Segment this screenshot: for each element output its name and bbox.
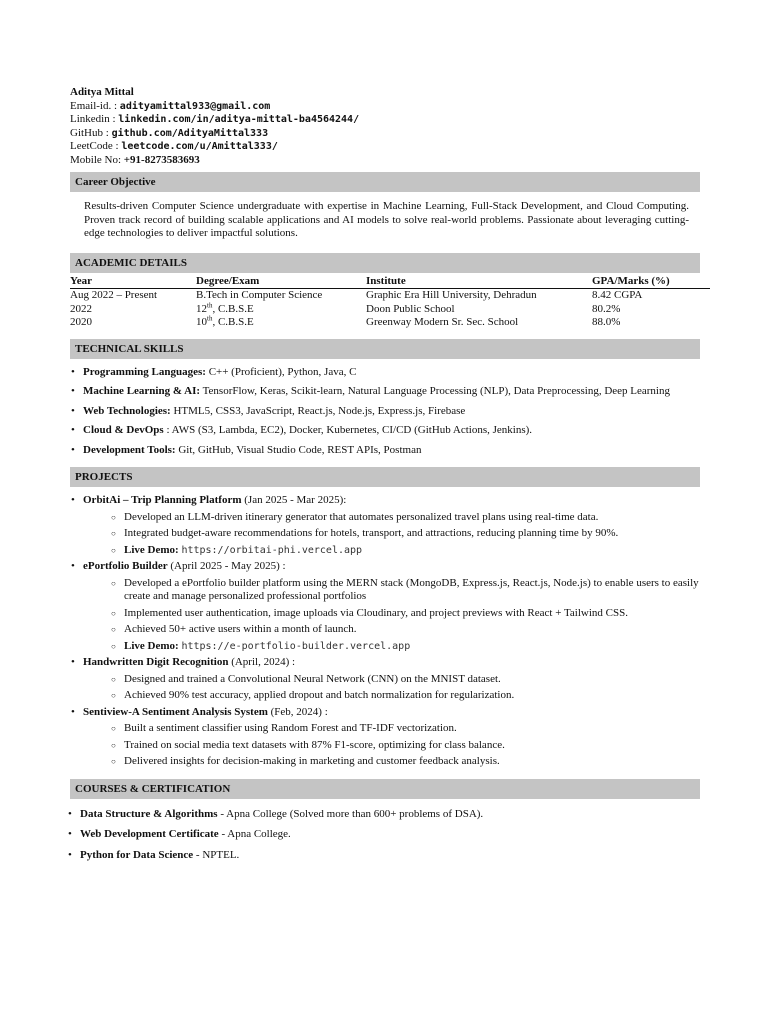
project-item: [70, 494, 700, 557]
column-header-year: Year: [70, 275, 196, 289]
skill-values: Git, GitHub, Visual Studio Code, REST APIs, Postman: [175, 443, 422, 456]
skill-category-label: Programming Languages:: [83, 365, 206, 378]
project-title: Sentiview-A Sentiment Analysis System: [83, 705, 268, 718]
degree-text: 10: [196, 316, 207, 328]
degree-board: , C.B.S.E: [212, 316, 254, 328]
project-details: [83, 673, 700, 703]
list-item: ○ Built a sentiment classifier using Random Forest and TF-IDF vectorization.: [111, 722, 700, 736]
project-details: [83, 511, 700, 558]
institute-cell: Greenway Modern Sr. Sec. School: [366, 316, 519, 328]
table-row: [70, 303, 710, 317]
email-label: Email-id. :: [70, 99, 118, 112]
leetcode-label: LeetCode :: [70, 140, 119, 152]
course-name: Data Structure & Algorithms: [80, 807, 218, 820]
skill-values: C++ (Proficient), Python, Java, C: [205, 365, 357, 378]
list-item: ○ Implemented user authentication, image uploads via Cloudinary, and project previews with React + Tailwind CSS.: [111, 607, 700, 621]
academic-table: [70, 275, 710, 330]
leetcode-link[interactable]: leetcode.com/u/Amittal333/: [121, 141, 278, 152]
project-item: [70, 656, 700, 703]
linkedin-label: Linkedin :: [70, 113, 116, 125]
skill-category-label: Machine Learning & AI:: [83, 385, 201, 397]
section-header-skills: TECHNICAL SKILLS: [70, 339, 700, 359]
list-item: [70, 405, 700, 419]
list-item: ○ Developed a ePortfolio builder platform using the MERN stack (MongoDB, Express.js, React.js, Node.js) to enable users to easily create and manage personalized professional portfolios: [111, 577, 700, 604]
candidate-name: Aditya Mittal: [70, 86, 134, 98]
linkedin-link[interactable]: linkedin.com/in/aditya-mittal-ba4564244/: [118, 114, 360, 125]
skills-list: [70, 366, 700, 458]
academic-header-row: [70, 275, 710, 289]
degree-board: , C.B.S.E: [212, 302, 254, 315]
list-item: [70, 385, 700, 399]
skill-values: TensorFlow, Keras, Scikit-learn, Natural Language Processing (NLP), Data Preprocessing, Deep Learning: [200, 385, 670, 397]
list-item: ○ Delivered insights for decision-making in marketing and customer feedback analysis.: [111, 755, 700, 769]
column-header-gpa: GPA/Marks (%): [592, 275, 710, 289]
project-details: [83, 722, 700, 769]
resume-page: [70, 86, 700, 862]
year-cell: Aug 2022 – Present: [70, 289, 158, 301]
institute-cell: Graphic Era Hill University, Dehradun: [366, 289, 537, 301]
list-item: [67, 808, 700, 822]
github-label: GitHub :: [70, 126, 109, 139]
column-header-institute: Institute: [366, 275, 592, 289]
list-item: [67, 828, 700, 842]
demo-label: Live Demo:: [124, 639, 179, 652]
github-line: [70, 127, 700, 141]
degree-cell: [196, 289, 366, 303]
list-item: ○ Developed an LLM-driven itinerary generator that automates personalized travel plans using real-time data.: [111, 511, 700, 525]
mobile-line: [70, 154, 700, 168]
column-header-degree: Degree/Exam: [196, 275, 366, 289]
skill-category-label: Development Tools:: [83, 443, 176, 456]
list-item: [70, 444, 700, 458]
list-item: ○ Integrated budget-aware recommendations for hotels, transport, and attractions, reducing planning time by 90%.: [111, 527, 700, 541]
demo-link[interactable]: https://e-portfolio-builder.vercel.app: [181, 640, 411, 652]
list-item: ○ Achieved 90% test accuracy, applied dropout and batch normalization for regularization.: [111, 689, 700, 703]
skill-category-label: Cloud & DevOps: [83, 424, 164, 436]
project-title: ePortfolio Builder: [83, 560, 168, 572]
demo-link[interactable]: https://orbitai-phi.vercel.app: [181, 544, 363, 556]
gpa-cell: 88.0%: [592, 316, 621, 328]
degree-cell: [196, 316, 366, 330]
linkedin-line: [70, 113, 700, 127]
project-date: (Feb, 2024) :: [267, 705, 328, 718]
section-header-academic: ACADEMIC DETAILS: [70, 253, 700, 273]
project-details: [83, 577, 700, 654]
degree-text: 12: [196, 302, 207, 315]
email-line: [70, 100, 700, 114]
project-date: (April, 2024) :: [228, 656, 296, 668]
institute-cell: Doon Public School: [366, 302, 455, 315]
list-item: [111, 640, 700, 654]
list-item: ○ Designed and trained a Convolutional Neural Network (CNN) on the MNIST dataset.: [111, 673, 700, 687]
list-item: [111, 544, 700, 558]
degree-superscript: th: [207, 300, 213, 309]
list-item: [70, 366, 700, 380]
year-cell: 2020: [70, 316, 92, 328]
gpa-cell: 8.42 CGPA: [592, 289, 643, 301]
degree-superscript: th: [207, 314, 213, 323]
list-item: ○ Trained on social media text datasets with 87% F1-score, optimizing for class balance.: [111, 739, 700, 753]
contact-block: [70, 86, 700, 167]
project-item: [70, 560, 700, 653]
career-objective-text: Results-driven Computer Science undergraduate with expertise in Machine Learning, Full-Stack Development, and Cloud Computing. Proven track record of building scalable applications and AI models to solve real-world problems. Passionate about leveraging cutting-edge technologies to deliver impactful solutions.: [84, 200, 689, 239]
project-date: (April 2025 - May 2025) :: [167, 560, 286, 572]
project-title: Handwritten Digit Recognition: [83, 656, 229, 668]
project-item: [70, 706, 700, 769]
section-header-courses: COURSES & CERTIFICATION: [70, 779, 700, 799]
mobile-number: +91-8273583693: [123, 153, 200, 166]
project-title: OrbitAi – Trip Planning Platform: [83, 494, 242, 506]
course-name: Python for Data Science: [80, 848, 194, 861]
github-link[interactable]: github.com/AdityaMittal333: [111, 127, 269, 139]
degree-text: B.Tech in Computer Science: [196, 289, 323, 301]
skill-values: : AWS (S3, Lambda, EC2), Docker, Kubernetes, CI/CD (GitHub Actions, Jenkins).: [163, 424, 533, 436]
course-provider: - NPTEL.: [193, 848, 240, 861]
demo-label: Live Demo:: [124, 543, 179, 556]
year-cell: 2022: [70, 302, 92, 315]
section-header-projects: PROJECTS: [70, 467, 700, 487]
email-link[interactable]: adityamittal933@gmail.com: [119, 100, 271, 112]
course-provider: - Apna College.: [218, 828, 291, 840]
list-item: ○ Achieved 50+ active users within a month of launch.: [111, 623, 700, 637]
skill-category-label: Web Technologies:: [83, 404, 171, 417]
skill-values: HTML5, CSS3, JavaScript, React.js, Node.js, Express.js, Firebase: [170, 404, 466, 417]
projects-list: [70, 494, 700, 769]
list-item: [70, 424, 700, 438]
course-name: Web Development Certificate: [80, 828, 219, 840]
gpa-cell: 80.2%: [592, 302, 621, 315]
degree-cell: [196, 300, 366, 317]
list-item: [67, 849, 700, 863]
table-row: [70, 316, 710, 330]
table-row: [70, 289, 710, 303]
project-date: (Jan 2025 - Mar 2025):: [241, 494, 347, 506]
section-header-career: Career Objective: [70, 172, 700, 192]
mobile-label: Mobile No:: [70, 153, 122, 166]
course-provider: - Apna College (Solved more than 600+ problems of DSA).: [217, 807, 484, 820]
courses-list: [67, 808, 700, 863]
leetcode-line: [70, 140, 700, 154]
